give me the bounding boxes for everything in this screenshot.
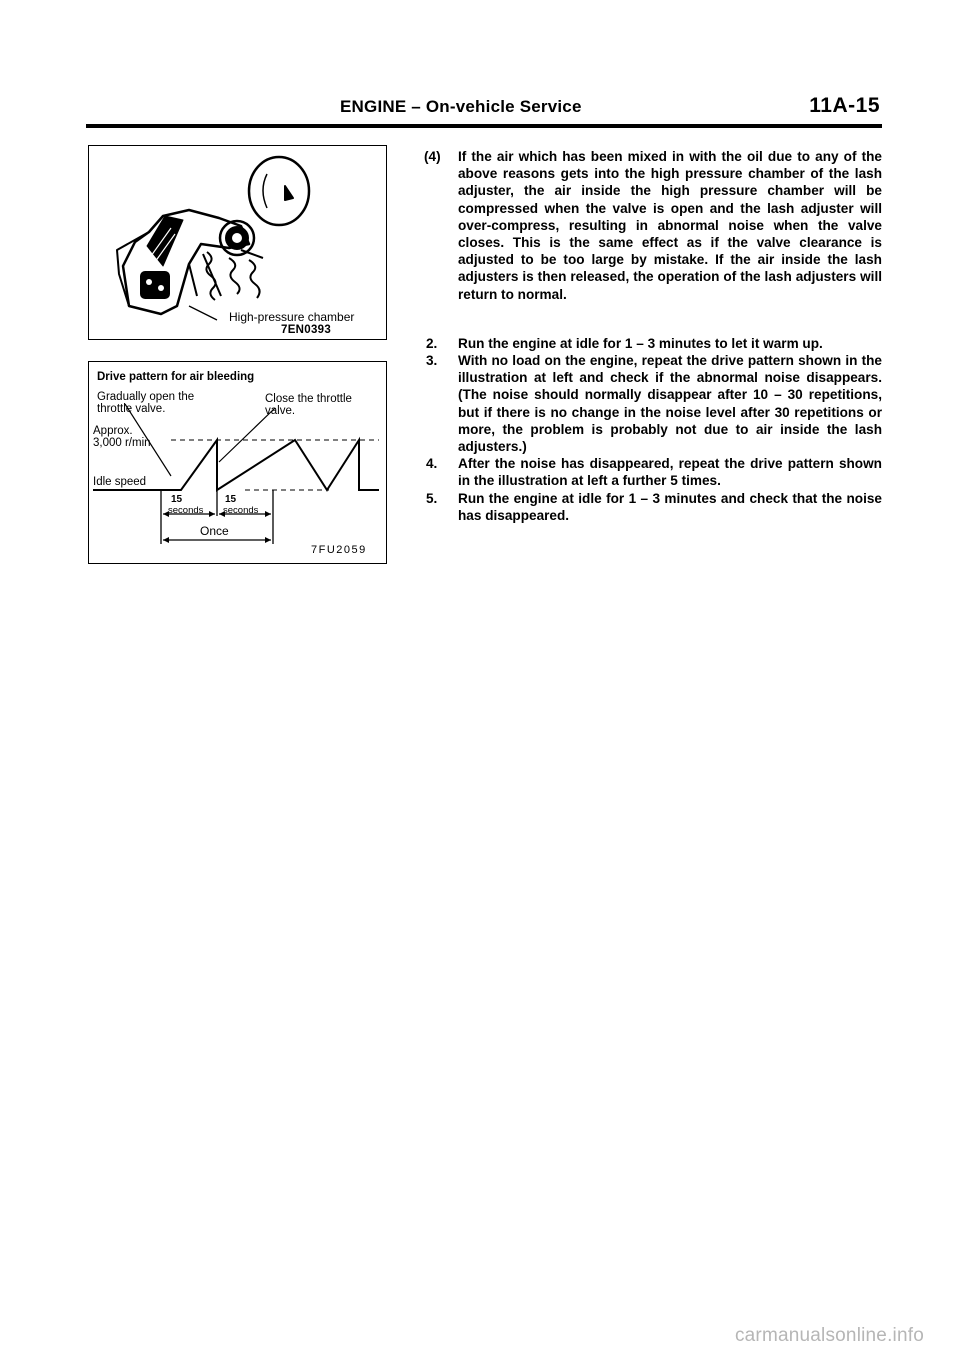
paragraph-4 <box>422 148 882 303</box>
header-rule <box>86 124 882 128</box>
duration2-unit: seconds <box>223 505 259 516</box>
close-throttle-label-line2: valve. <box>265 405 296 417</box>
step-text: After the noise has disappeared, repeat the drive pattern shown in the illustration at left a further 5 times. <box>458 456 882 489</box>
paragraph-4-number: (4) <box>424 149 441 164</box>
page-number: 11A-15 <box>809 94 880 117</box>
step-list <box>422 335 882 524</box>
gradually-open-label-line1: Gradually open the <box>97 391 195 403</box>
rpm-label: 3,000 r/min <box>93 437 151 449</box>
idle-speed-label: Idle speed <box>93 476 147 488</box>
step-item <box>422 335 882 352</box>
paragraph-4-text: If the air which has been mixed in with the oil due to any of the above reasons gets into the high pressure chamber of the lash adjuster, the air inside the high pressure chamber will be compressed when the valve is open and the lash adjuster will over-compress, resulting in abnormal noise when the valve closes. This is the same effect as if the valve clearance is adjusted to be too large by mistake. If the air inside the lash adjusters is then released, the operation of the lash adjusters will return to normal. <box>458 149 882 302</box>
high-pressure-chamber-label: High-pressure chamber <box>229 310 355 324</box>
step-number: 4. <box>426 456 438 472</box>
approx-label: Approx. <box>93 425 133 437</box>
duration1-unit: seconds <box>168 505 204 516</box>
figure1-code: 7EN0393 <box>281 324 332 336</box>
step-text: Run the engine at idle for 1 – 3 minutes and check that the noise has disappeared. <box>458 490 882 523</box>
step-text: Run the engine at idle for 1 – 3 minutes to let it warm up. <box>458 335 823 351</box>
step-text: With no load on the engine, repeat the drive pattern shown in the illustration at left and check if the abnormal noise disappears. (The noise should normally disappear after 10 – 30 repetitions, but if there is no change in the noise level after 30 repetitions or more, the problem is probably not due to air inside the lash adjusters.) <box>458 353 882 455</box>
duration2-number: 15 <box>225 494 237 505</box>
step-number: 3. <box>426 353 438 369</box>
step-item <box>422 490 882 524</box>
duration1-number: 15 <box>171 494 183 505</box>
once-label: Once <box>200 524 229 538</box>
step-number: 2. <box>426 335 438 351</box>
step-item <box>422 352 882 455</box>
lash-adjuster-figure <box>88 145 387 340</box>
instruction-text <box>422 148 882 524</box>
step-item <box>422 455 882 489</box>
page-header-title: ENGINE – On-vehicle Service <box>340 97 582 116</box>
gradually-open-label-line2: throttle valve. <box>97 403 166 415</box>
watermark: carmanualsonline.info <box>734 1325 924 1346</box>
drive-pattern-title: Drive pattern for air bleeding <box>97 371 255 383</box>
close-throttle-label-line1: Close the throttle <box>265 393 352 405</box>
figure2-code: 7FU2059 <box>311 544 367 556</box>
step-number: 5. <box>426 490 438 506</box>
drive-pattern-figure <box>88 361 387 564</box>
